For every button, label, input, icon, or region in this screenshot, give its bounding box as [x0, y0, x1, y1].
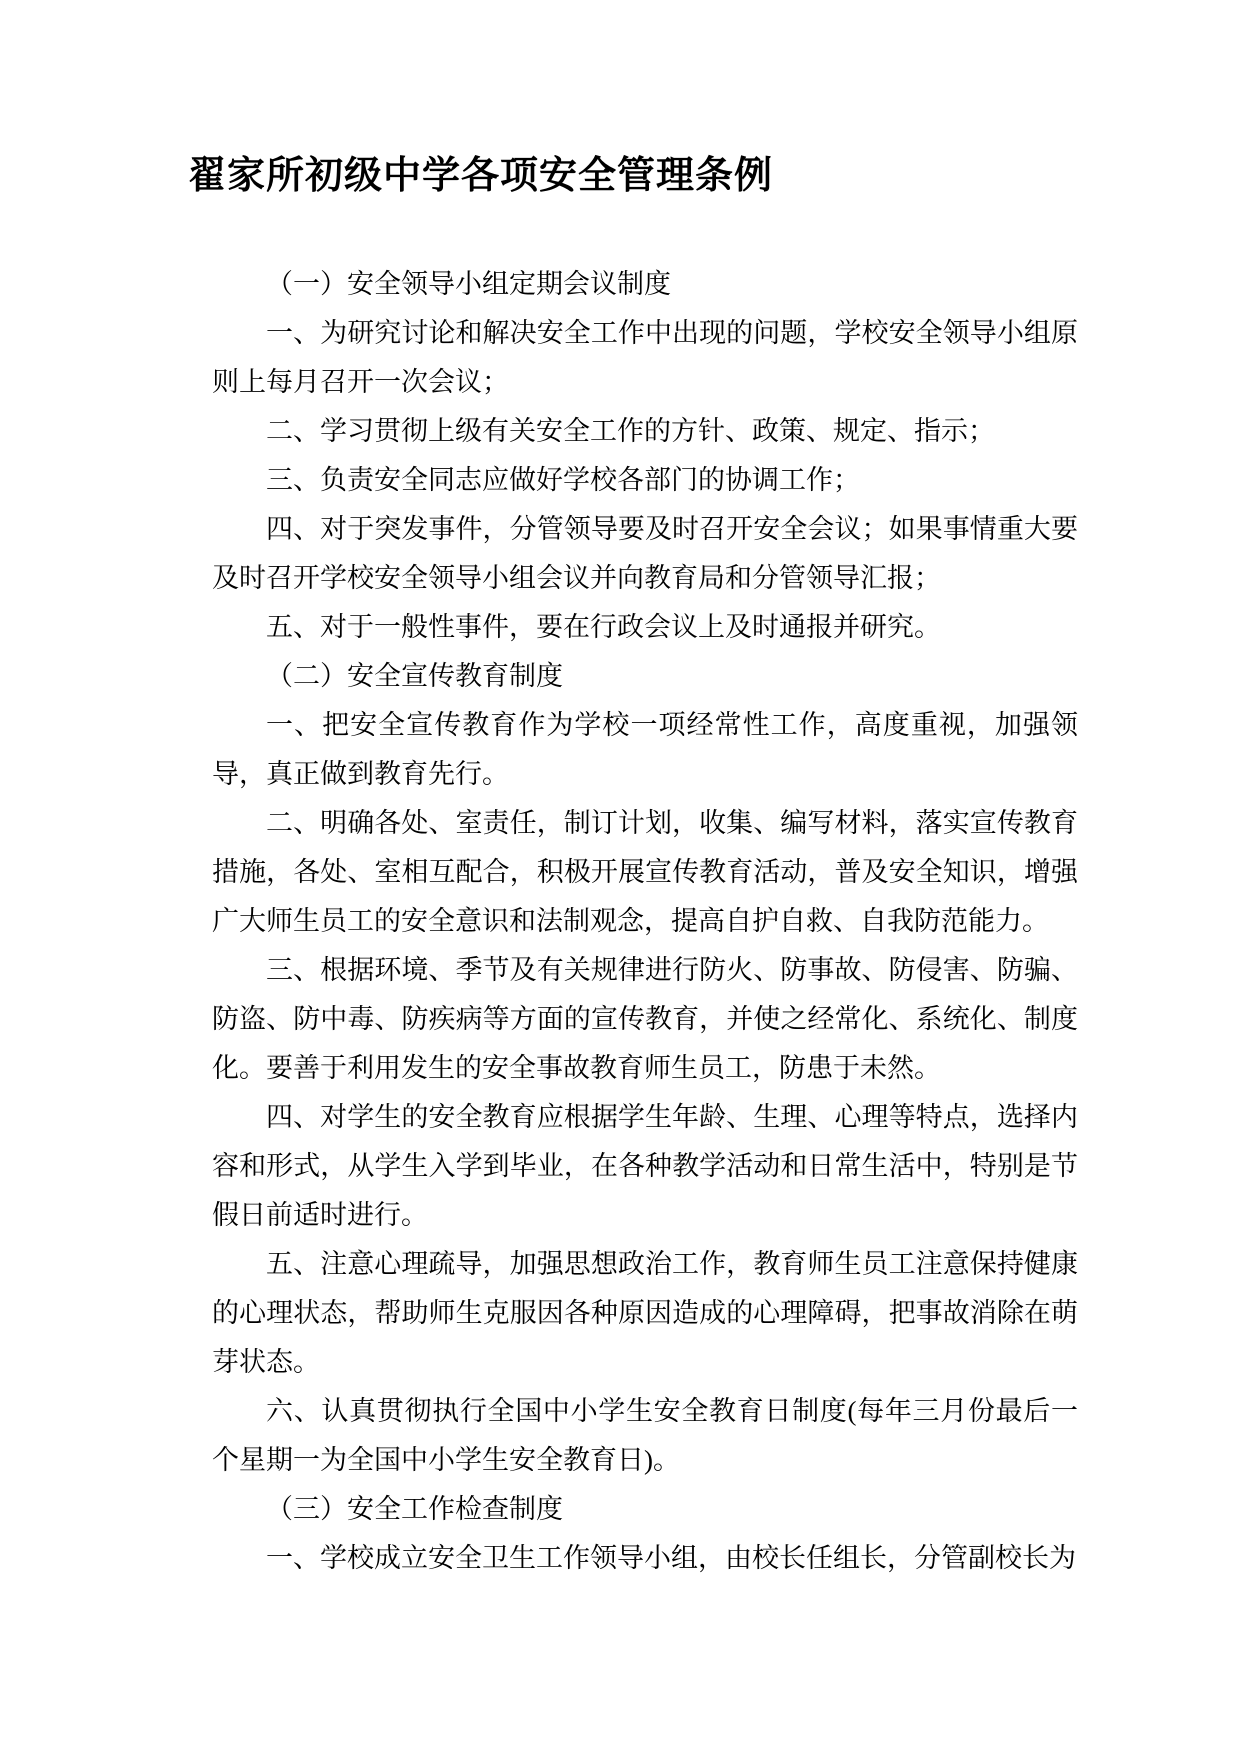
document-title: 翟家所初级中学各项安全管理条例 — [188, 155, 774, 197]
paragraph: 三、负责安全同志应做好学校各部门的协调工作； — [266, 465, 860, 495]
paragraph: 一、为研究讨论和解决安全工作中出现的问题，学校安全领导小组原则上每月召开一次会议； — [212, 318, 1078, 397]
paragraph: 五、对于一般性事件，要在行政会议上及时通报并研究。 — [266, 612, 941, 642]
paragraph: 六、认真贯彻执行全国中小学生安全教育日制度(每年三月份最后一个星期一为全国中小学生安全教育日)。 — [212, 1396, 1078, 1475]
paragraph: 四、对学生的安全教育应根据学生年龄、生理、心理等特点，选择内容和形式，从学生入学到毕业，在各种教学活动和日常生活中，特别是节假日前适时进行。 — [212, 1102, 1078, 1230]
paragraph: 一、把安全宣传教育作为学校一项经常性工作，高度重视，加强领导，真正做到教育先行。 — [212, 710, 1078, 789]
paragraph: 二、明确各处、室责任，制订计划，收集、编写材料，落实宣传教育措施，各处、室相互配合，积极开展宣传教育活动，普及安全知识，增强广大师生员工的安全意识和法制观念，提高自护自救、自我防范能力。 — [212, 808, 1078, 936]
paragraph: 四、对于突发事件，分管领导要及时召开安全会议；如果事情重大要及时召开学校安全领导小组会议并向教育局和分管领导汇报； — [212, 514, 1078, 593]
section-heading: （二）安全宣传教育制度 — [266, 661, 563, 691]
paragraph: 五、注意心理疏导，加强思想政治工作，教育师生员工注意保持健康的心理状态，帮助师生克服因各种原因造成的心理障碍，把事故消除在萌芽状态。 — [212, 1249, 1078, 1377]
document-body — [212, 260, 1078, 1583]
paragraph: 一、学校成立安全卫生工作领导小组，由校长任组长，分管副校长为 — [266, 1543, 1076, 1573]
section-heading: （一）安全领导小组定期会议制度 — [266, 269, 671, 299]
section-heading: （三）安全工作检查制度 — [266, 1494, 563, 1524]
paragraph: 二、学习贯彻上级有关安全工作的方针、政策、规定、指示； — [266, 416, 995, 446]
paragraph: 三、根据环境、季节及有关规律进行防火、防事故、防侵害、防骗、防盗、防中毒、防疾病等方面的宣传教育，并使之经常化、系统化、制度化。要善于利用发生的安全事故教育师生员工，防患于未然。 — [212, 955, 1078, 1083]
